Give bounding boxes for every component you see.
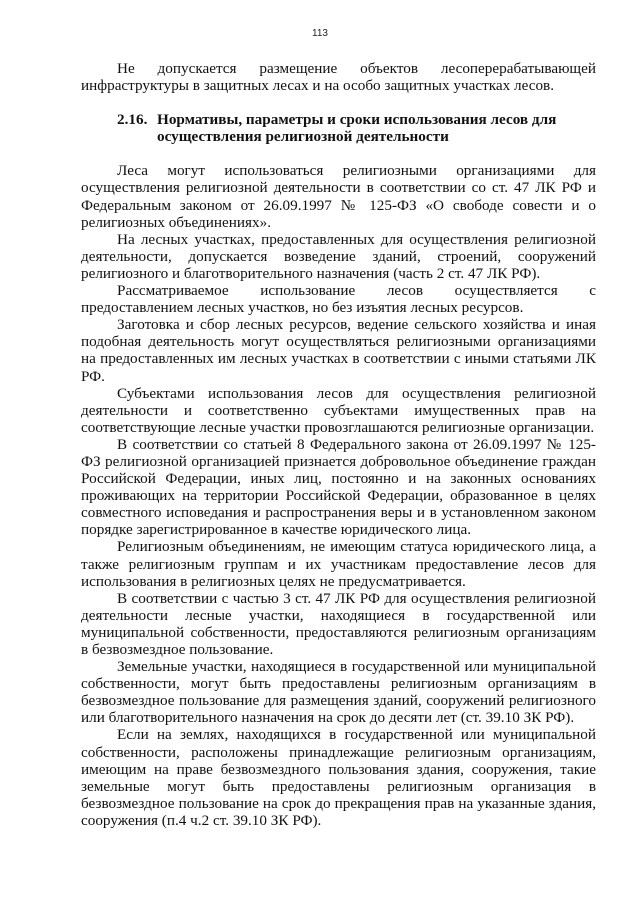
section-title-line1: Нормативы, параметры и сроки использования лесов для [157,111,557,129]
document-body [81,60,596,829]
paragraph-8: В соответствии с частью 3 ст. 47 ЛК РФ для осуществления религиозной деятельности лесные участки, находящиеся в государственной или муниципальной собственности, предоставляются религиозным организациям в безвозмездное пользование. [81,589,596,658]
intro-paragraph: Не допускается размещение объектов лесоперерабатывающей инфраструктуры в защитных лесах и на особо защитных участках лесов. [81,60,596,95]
paragraph-6: В соответствии со статьей 8 Федерального закона от 26.09.1997 № 125-ФЗ религиозной организацией признается добровольное объединение граждан Российской Федерации, иных лиц, постоянно и на законных основаниях проживающих на территории Российской Федерации, образованное в целях совместного исповедания и распространения веры и в установленном законом порядке зарегистрированное в качестве юридического лица. [81,435,596,539]
paragraph-7: Религиозным объединениям, не имеющим статуса юридического лица, а также религиозным группам и их участникам предоставление лесов для использования в религиозных целях не предусматривается. [81,538,596,590]
paragraph-3: Рассматриваемое использование лесов осуществляется с предоставлением лесных участков, но без изъятия лесных ресурсов. [81,282,596,317]
paragraph-2: На лесных участках, предоставленных для осуществления религиозной деятельности, допускается возведение зданий, строений, сооружений религиозного и благотворительного назначения (часть 2 ст. 47 ЛК РФ). [81,230,596,282]
paragraph-5: Субъектами использования лесов для осуществления религиозной деятельности и соответственно субъектами имущественных прав на соответствующие лесные участки провозглашаются религиозные организации. [81,384,596,436]
paragraph-1: Леса могут использоваться религиозными организациями для осуществления религиозной деятельности в соответствии со ст. 47 ЛК РФ и Федеральным законом от 26.09.1997 № 125-ФЗ «О свободе совести и о религиозных объединениях». [81,162,596,231]
section-title-line2: осуществления религиозной деятельности [157,128,449,146]
section-number: 2.16. [117,111,148,129]
page-number: 113 [312,28,328,39]
section-heading [81,111,596,145]
paragraph-4: Заготовка и сбор лесных ресурсов, ведение сельского хозяйства и иная подобная деятельность могут осуществляться религиозными организациями на предоставленных им лесных участках в соответствии с иными статьями ЛК РФ. [81,316,596,385]
paragraph-10: Если на землях, находящихся в государственной или муниципальной собственности, расположены принадлежащие религиозным организациям, имеющим на праве безвозмездного пользования здания, сооружения, такие земельные могут быть предоставлены религиозным организация в безвозмездное пользование на срок до прекращения прав на указанные здания, сооружения (п.4 ч.2 ст. 39.10 ЗК РФ). [81,726,596,829]
paragraph-9: Земельные участки, находящиеся в государственной или муниципальной собственности, могут быть предоставлены религиозным организациям в безвозмездное пользование для размещения зданий, сооружений религиозного или благотворительного назначения на срок до десяти лет (ст. 39.10 ЗК РФ). [81,658,596,727]
